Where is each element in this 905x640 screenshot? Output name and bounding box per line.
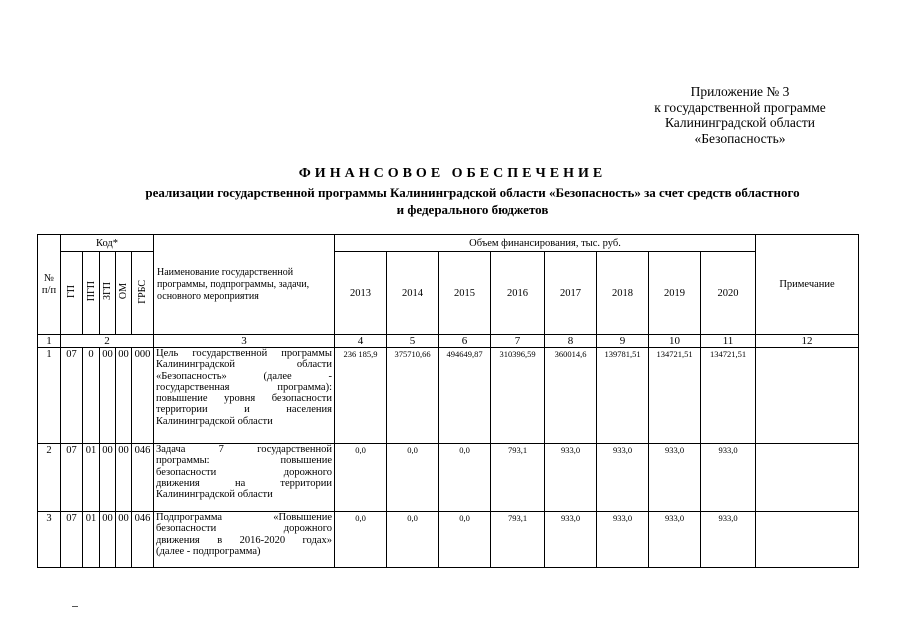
header-year: 2014: [387, 252, 439, 335]
row-name-line: Цель государственной программы: [156, 348, 332, 359]
row-code: 00: [100, 444, 116, 512]
header-code-label: ЗГП: [102, 282, 113, 301]
row-value: 933,0: [649, 444, 701, 512]
subtitle-line-2: и федерального бюджетов: [396, 202, 549, 217]
col-number: 5: [387, 335, 439, 348]
row-value: 933,0: [545, 444, 597, 512]
row-name-line: Калининградской области: [156, 415, 273, 427]
row-note: [756, 512, 859, 568]
row-name-line: Задача 7 государственной: [156, 444, 332, 455]
header-code-label: ГП: [66, 284, 77, 298]
row-value: 0,0: [335, 512, 387, 568]
row-value: 933,0: [597, 444, 649, 512]
header-code-zgp: [100, 252, 116, 335]
row-value: 134721,51: [649, 348, 701, 444]
row-code: 07: [61, 512, 83, 568]
header-num: № п/п: [38, 235, 61, 335]
row-value: 236 185,9: [335, 348, 387, 444]
row-name-line: безопасности дорожного: [156, 466, 332, 478]
row-value: 933,0: [597, 512, 649, 568]
header-year: 2019: [649, 252, 701, 335]
row-value: 0,0: [439, 444, 491, 512]
row-value: 494649,87: [439, 348, 491, 444]
col-number: 11: [701, 335, 756, 348]
row-name-line: программы: повышение: [156, 455, 332, 467]
row-name-line: Подпрограмма «Повышение: [156, 512, 332, 523]
header-note: Примечание: [756, 235, 859, 335]
appendix-block: [630, 84, 850, 146]
row-name-line: повышение уровня безопасности: [156, 393, 332, 405]
appendix-line-2: к государственной программе: [654, 99, 826, 115]
col-number: 6: [439, 335, 491, 348]
header-code-gp: [61, 252, 83, 335]
row-code: 00: [116, 512, 132, 568]
row-value: 793,1: [491, 444, 545, 512]
row-num: 2: [38, 444, 61, 512]
row-num: 1: [38, 348, 61, 444]
row-code: 07: [61, 444, 83, 512]
row-code: 00: [100, 348, 116, 444]
col-number: 2: [61, 335, 154, 348]
row-name-line: Калининградской области: [156, 489, 273, 501]
row-name-line: (далее - подпрограмма): [156, 545, 261, 557]
row-code: 01: [83, 512, 100, 568]
row-value: 793,1: [491, 512, 545, 568]
row-code: 0: [83, 348, 100, 444]
funding-table: [37, 234, 859, 568]
row-name-line: «Безопасность» (далее -: [156, 370, 332, 382]
row-code: 07: [61, 348, 83, 444]
row-code: 00: [116, 444, 132, 512]
table-row: [38, 512, 859, 568]
header-year: 2015: [439, 252, 491, 335]
row-note: [756, 444, 859, 512]
header-code-grbs: [132, 252, 154, 335]
row-name: [154, 348, 335, 444]
scan-mark: [72, 606, 78, 607]
row-value: 933,0: [701, 444, 756, 512]
row-name-line: движения на территории: [156, 477, 332, 489]
row-value: 310396,59: [491, 348, 545, 444]
header-code-pgp: [83, 252, 100, 335]
row-name-line: государственная программа):: [156, 381, 332, 393]
header-code-om: [116, 252, 132, 335]
header-year: 2018: [597, 252, 649, 335]
header-code-label: ОМ: [118, 283, 129, 300]
row-value: 0,0: [387, 444, 439, 512]
col-number: 1: [38, 335, 61, 348]
row-value: 360014,6: [545, 348, 597, 444]
row-code: 046: [132, 512, 154, 568]
row-value: 0,0: [387, 512, 439, 568]
subtitle-line-1: реализации государственной программы Калининградской области «Безопасность» за счет средств областного: [145, 185, 800, 200]
row-note: [756, 348, 859, 444]
header-year: 2017: [545, 252, 597, 335]
col-number: 12: [756, 335, 859, 348]
header-year: 2016: [491, 252, 545, 335]
col-number: 4: [335, 335, 387, 348]
row-code: 00: [116, 348, 132, 444]
row-value: 139781,51: [597, 348, 649, 444]
table-row: [38, 348, 859, 444]
row-value: 933,0: [545, 512, 597, 568]
appendix-line-4: «Безопасность»: [694, 130, 786, 146]
row-value: 134721,51: [701, 348, 756, 444]
row-value: 0,0: [335, 444, 387, 512]
row-num: 3: [38, 512, 61, 568]
row-code: 046: [132, 444, 154, 512]
row-name-line: территории и населения: [156, 404, 332, 416]
appendix-line-3: Калининградской области: [664, 115, 816, 130]
row-name: [154, 444, 335, 512]
row-value: 933,0: [649, 512, 701, 568]
col-number: 10: [649, 335, 701, 348]
col-number: 8: [545, 335, 597, 348]
col-number: 9: [597, 335, 649, 348]
header-code-label: ПГП: [85, 281, 97, 302]
header-funding-group: Объем финансирования, тыс. руб.: [335, 235, 756, 252]
appendix-line-1: Приложение № 3: [690, 84, 790, 99]
row-value: 375710,66: [387, 348, 439, 444]
row-code: 00: [100, 512, 116, 568]
row-name: [154, 512, 335, 568]
row-name-line: движения в 2016-2020 годах»: [156, 534, 332, 546]
row-name-line: Калининградской области: [156, 359, 332, 371]
row-code: 01: [83, 444, 100, 512]
col-number: 7: [491, 335, 545, 348]
document-title: ФИНАНСОВОЕ ОБЕСПЕЧЕНИЕ: [298, 166, 607, 181]
col-number: 3: [154, 335, 335, 348]
header-code-label: ГРБС: [137, 279, 148, 304]
row-code: 000: [132, 348, 154, 444]
header-code-group: Код*: [61, 235, 154, 252]
header-year: 2013: [335, 252, 387, 335]
table-row: [38, 444, 859, 512]
row-value: 0,0: [439, 512, 491, 568]
header-name: Наименование государственной программы, подпрограммы, задачи, основного мероприятия: [154, 235, 335, 335]
header-year: 2020: [701, 252, 756, 335]
row-name-line: безопасности дорожного: [156, 523, 332, 535]
row-value: 933,0: [701, 512, 756, 568]
document-subtitle: [40, 184, 905, 218]
